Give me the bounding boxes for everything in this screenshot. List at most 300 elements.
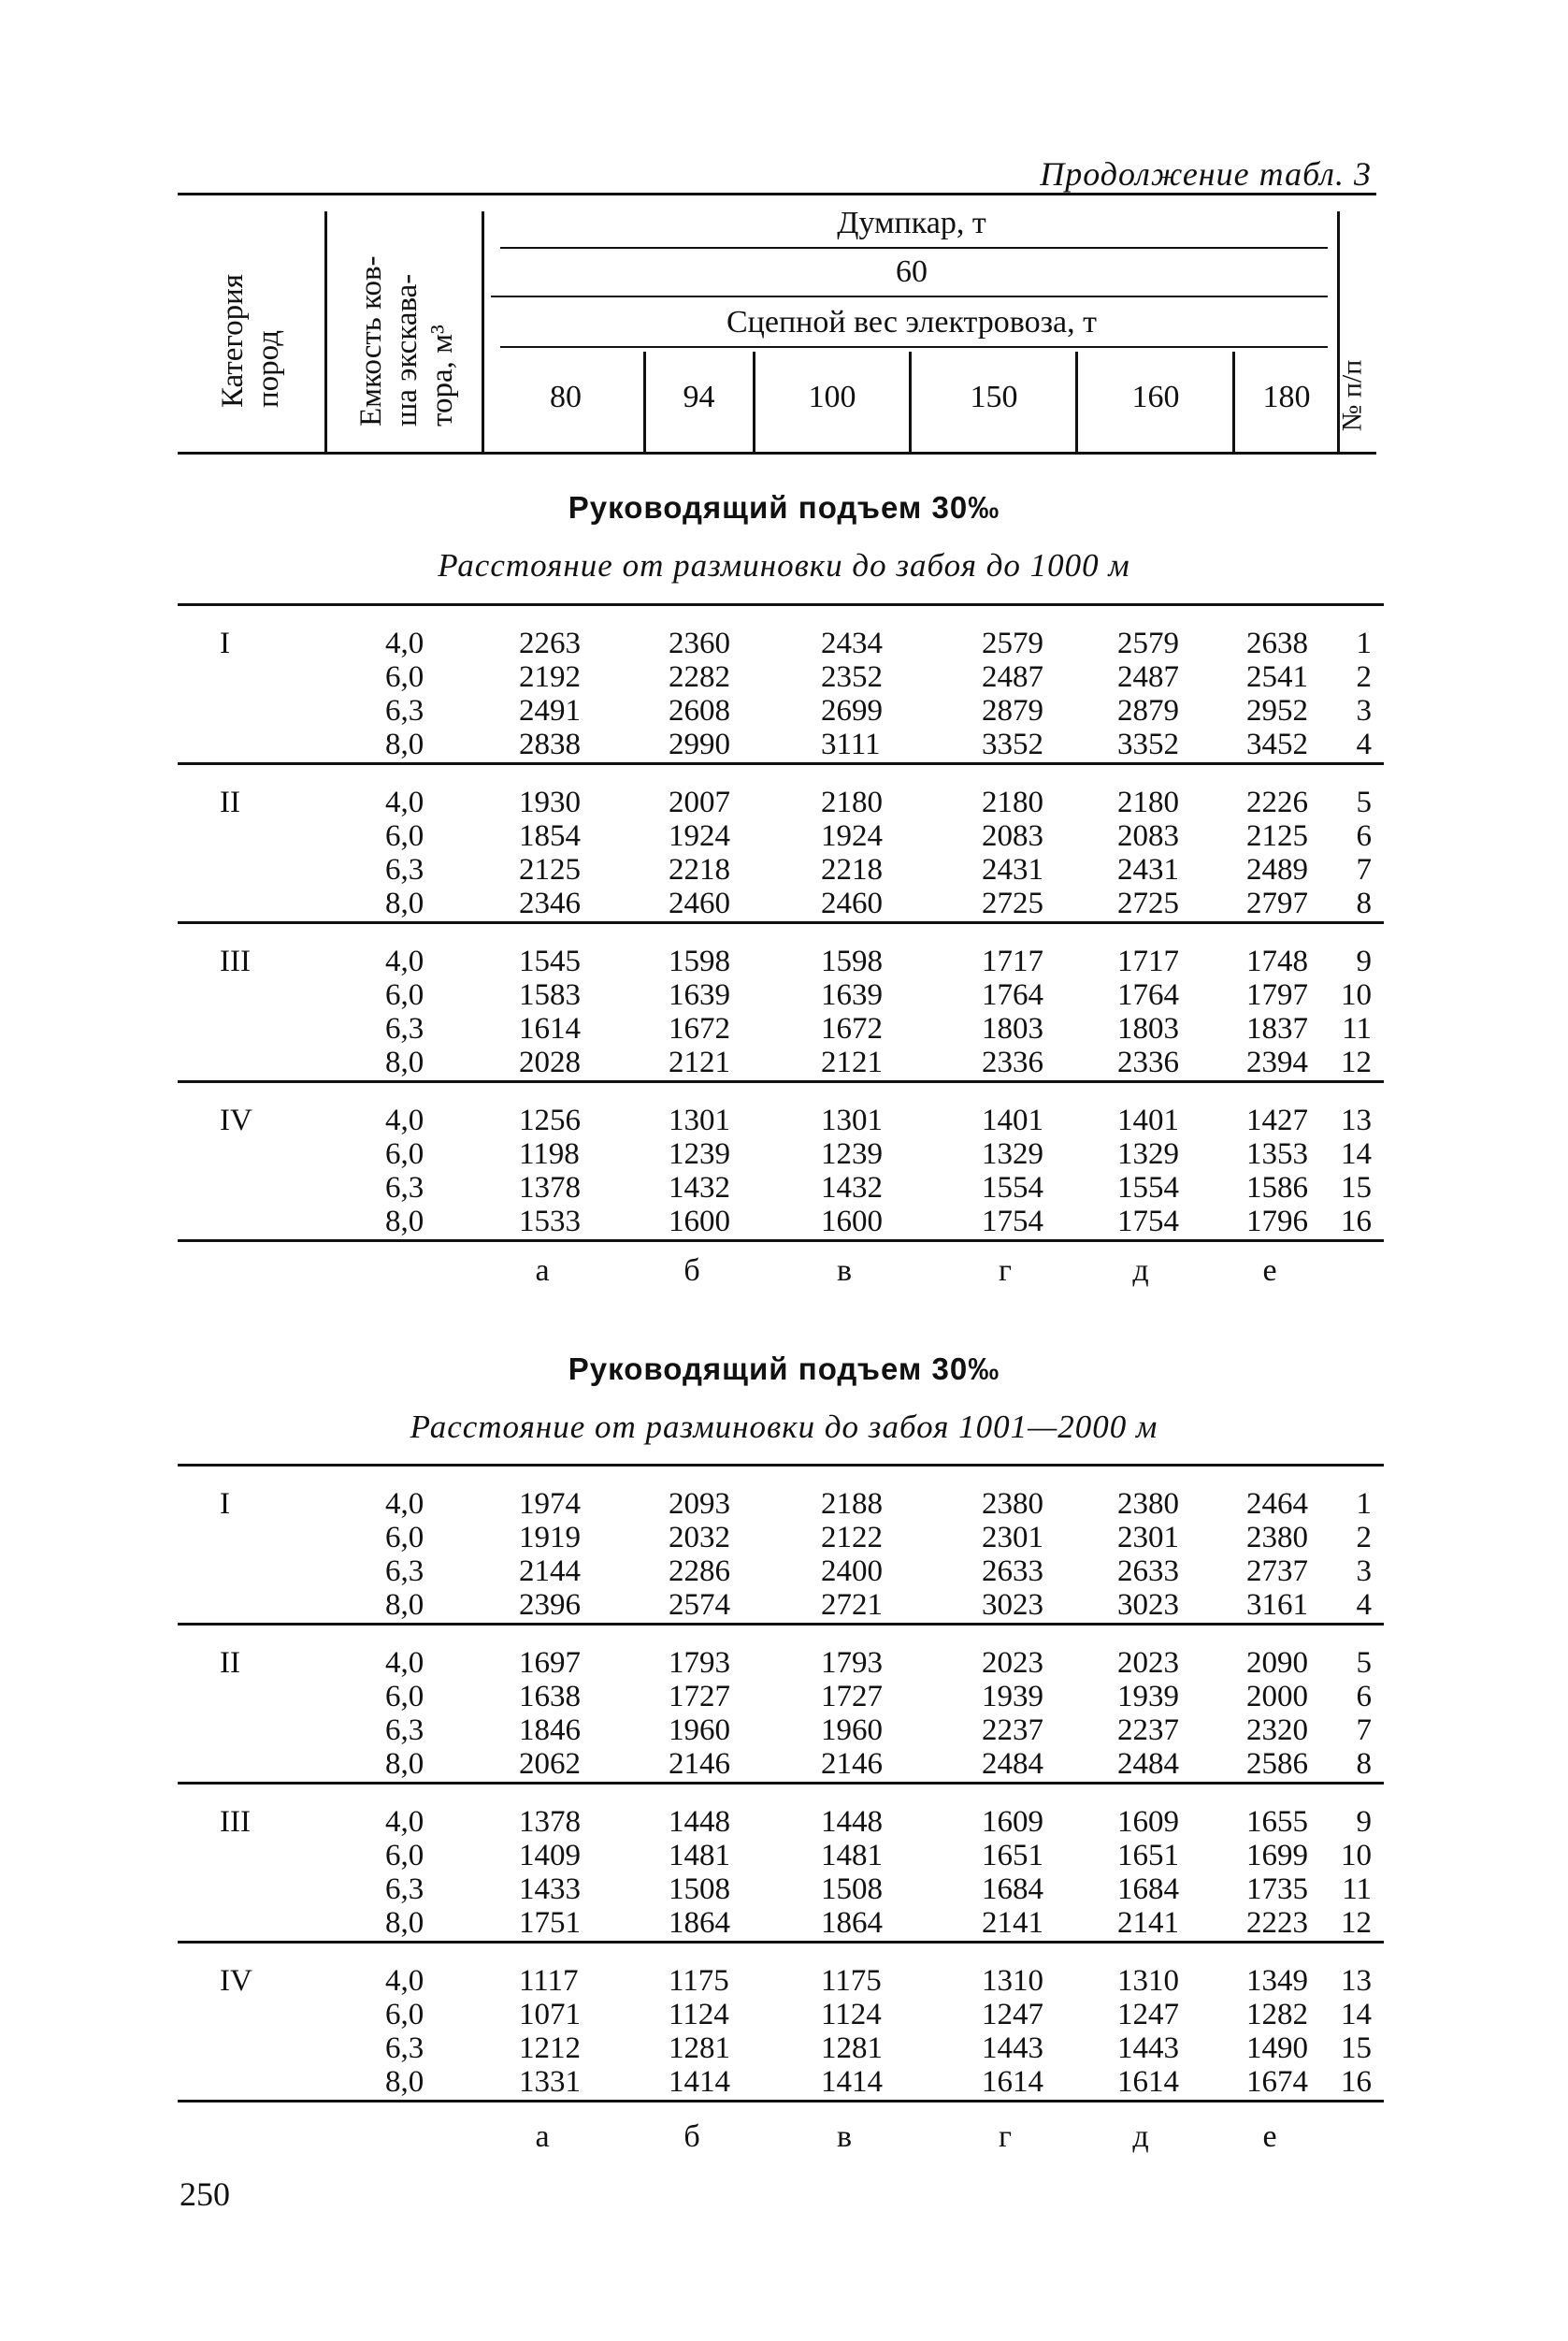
value-cell: 3352	[982, 728, 1043, 761]
value-cell: 1609	[982, 1805, 1043, 1839]
value-cell: 2218	[821, 853, 883, 887]
value-cell: 1329	[1117, 1137, 1179, 1171]
column-letter: а	[535, 2119, 550, 2154]
weight-divider	[1232, 352, 1235, 452]
value-cell: 1378	[519, 1805, 581, 1839]
bucket-capacity: 6,3	[385, 1872, 424, 1906]
table-row	[178, 1839, 1384, 1872]
value-cell: 1727	[821, 1680, 883, 1713]
value-cell: 2579	[1117, 627, 1179, 660]
value-cell: 1614	[1117, 2065, 1179, 2099]
value-cell: 2301	[982, 1521, 1043, 1554]
table-row	[178, 2065, 1384, 2099]
weight-80: 80	[550, 380, 582, 414]
value-cell: 2484	[1117, 1747, 1179, 1781]
group-rule	[178, 762, 1384, 765]
dumpcar-label: Думпкар, т	[837, 206, 986, 240]
value-cell: 1124	[821, 1998, 882, 2031]
value-cell: 1432	[821, 1171, 883, 1205]
bucket-capacity: 6,0	[385, 1521, 424, 1554]
bucket-capacity: 8,0	[385, 2065, 424, 2099]
value-cell: 1803	[1117, 1012, 1179, 1046]
value-cell: 1600	[821, 1205, 883, 1238]
weight-94: 94	[683, 380, 715, 414]
value-cell: 2007	[669, 786, 730, 819]
value-cell: 2226	[1246, 786, 1308, 819]
header-divider	[482, 211, 484, 452]
value-cell: 1748	[1246, 945, 1308, 978]
value-cell: 1764	[982, 978, 1043, 1012]
value-cell: 2380	[1246, 1521, 1308, 1554]
column-letter: д	[1132, 2119, 1149, 2154]
group-rule	[178, 1782, 1384, 1785]
value-cell: 2188	[821, 1487, 883, 1521]
column-letter: а	[535, 1253, 550, 1288]
rock-category: III	[220, 1805, 251, 1839]
row-number: 16	[1341, 2065, 1372, 2099]
value-cell: 1797	[1246, 978, 1308, 1012]
section-1-column-letters	[178, 1253, 1384, 1291]
value-cell: 1310	[1117, 1964, 1179, 1998]
value-cell: 2023	[1117, 1646, 1179, 1680]
row-number: 12	[1341, 1906, 1372, 1940]
row-number: 8	[1356, 1747, 1372, 1781]
header-rule	[500, 247, 1328, 249]
value-cell: 2360	[669, 627, 730, 660]
table-row	[178, 1906, 1384, 1940]
bucket-capacity: 6,3	[385, 1713, 424, 1747]
weight-100: 100	[808, 380, 856, 414]
value-cell: 1727	[669, 1680, 730, 1713]
table-row	[178, 694, 1384, 728]
value-cell: 1554	[982, 1171, 1043, 1205]
value-cell: 1247	[982, 1998, 1043, 2031]
table-row	[178, 1588, 1384, 1622]
section-2-column-letters	[178, 2119, 1384, 2157]
value-cell: 2400	[821, 1554, 883, 1588]
value-cell: 2125	[1246, 819, 1308, 853]
value-cell: 2180	[821, 786, 883, 819]
value-cell: 2083	[982, 819, 1043, 853]
value-cell: 1443	[1117, 2031, 1179, 2065]
value-cell: 2586	[1246, 1747, 1308, 1781]
value-cell: 1837	[1246, 1012, 1308, 1046]
table-row	[178, 819, 1384, 853]
category-header: Категория пород	[216, 274, 285, 408]
value-cell: 2263	[519, 627, 581, 660]
value-cell: 2434	[821, 627, 883, 660]
value-cell: 2352	[821, 660, 883, 694]
table-row	[178, 1171, 1384, 1205]
table-row	[178, 728, 1384, 761]
table-row	[178, 660, 1384, 694]
bucket-capacity: 8,0	[385, 728, 424, 761]
value-cell: 2431	[982, 853, 1043, 887]
bucket-capacity: 8,0	[385, 1747, 424, 1781]
row-number: 5	[1356, 1646, 1372, 1680]
bucket-capacity: 6,3	[385, 853, 424, 887]
row-number: 1	[1356, 1487, 1372, 1521]
bucket-capacity: 6,0	[385, 1680, 424, 1713]
table-row	[178, 1487, 1384, 1521]
table-row	[178, 1554, 1384, 1588]
value-cell: 1796	[1246, 1205, 1308, 1238]
value-cell: 2725	[982, 887, 1043, 920]
table-row	[178, 1012, 1384, 1046]
value-cell: 1754	[1117, 1205, 1179, 1238]
section-2-title: Руководящий подъем 30‰	[568, 1351, 1000, 1386]
value-cell: 3023	[1117, 1588, 1179, 1622]
value-cell: 1481	[669, 1839, 730, 1872]
value-cell: 1554	[1117, 1171, 1179, 1205]
row-number: 8	[1356, 887, 1372, 920]
value-cell: 1639	[821, 978, 883, 1012]
weight-180: 180	[1262, 380, 1311, 414]
value-cell: 2633	[982, 1554, 1043, 1588]
value-cell: 1672	[669, 1012, 730, 1046]
value-cell: 1401	[982, 1104, 1043, 1137]
value-cell: 1310	[982, 1964, 1043, 1998]
row-number: 3	[1356, 694, 1372, 728]
value-cell: 1490	[1246, 2031, 1308, 2065]
table-row	[178, 1205, 1384, 1238]
table-row	[178, 627, 1384, 660]
value-cell: 1960	[669, 1713, 730, 1747]
row-number: 13	[1341, 1104, 1372, 1137]
value-cell: 1651	[1117, 1839, 1179, 1872]
value-cell: 1239	[669, 1137, 730, 1171]
bucket-capacity: 4,0	[385, 1964, 424, 1998]
value-cell: 1609	[1117, 1805, 1179, 1839]
page-number: 250	[180, 2175, 230, 2213]
table-row	[178, 2031, 1384, 2065]
value-cell: 2121	[669, 1046, 730, 1079]
value-cell: 2180	[982, 786, 1043, 819]
bucket-capacity: 6,0	[385, 1998, 424, 2031]
value-cell: 1754	[982, 1205, 1043, 1238]
value-cell: 2797	[1246, 887, 1308, 920]
column-letter: е	[1262, 1253, 1277, 1288]
row-number: 2	[1356, 1521, 1372, 1554]
bucket-capacity: 4,0	[385, 1646, 424, 1680]
row-number: 10	[1341, 1839, 1372, 1872]
column-letter: в	[836, 2119, 853, 2154]
row-number: 11	[1342, 1012, 1372, 1046]
table-row	[178, 1046, 1384, 1079]
value-cell: 2460	[821, 887, 883, 920]
value-cell: 1481	[821, 1839, 883, 1872]
value-cell: 1651	[982, 1839, 1043, 1872]
value-cell: 2737	[1246, 1554, 1308, 1588]
value-cell: 2336	[982, 1046, 1043, 1079]
rock-category: II	[220, 786, 240, 819]
header-rule	[500, 346, 1328, 348]
continuation-caption: Продолжение табл. 3	[1040, 155, 1372, 193]
table-row	[178, 1805, 1384, 1839]
bucket-capacity: 4,0	[385, 1487, 424, 1521]
bucket-capacity: 4,0	[385, 786, 424, 819]
value-cell: 2301	[1117, 1521, 1179, 1554]
value-cell: 1401	[1117, 1104, 1179, 1137]
value-cell: 1919	[519, 1521, 581, 1554]
table-row	[178, 887, 1384, 920]
value-cell: 2146	[669, 1747, 730, 1781]
table-row	[178, 1713, 1384, 1747]
value-cell: 2394	[1246, 1046, 1308, 1079]
value-cell: 1198	[519, 1137, 580, 1171]
value-cell: 1598	[669, 945, 730, 978]
column-letter: б	[683, 2119, 700, 2154]
row-number: 14	[1341, 1137, 1372, 1171]
weight-divider	[643, 352, 646, 452]
value-cell: 1175	[821, 1964, 882, 1998]
section-1-table	[178, 603, 1384, 1239]
bucket-capacity: 6,0	[385, 1137, 424, 1171]
rock-category: IV	[220, 1104, 252, 1137]
value-cell: 2879	[1117, 694, 1179, 728]
table-row	[178, 1521, 1384, 1554]
value-cell: 1583	[519, 978, 581, 1012]
value-cell: 1239	[821, 1137, 883, 1171]
column-letter: д	[1132, 1253, 1149, 1288]
value-cell: 1331	[519, 2065, 581, 2099]
section-2-table	[178, 1464, 1384, 2109]
row-number: 15	[1341, 1171, 1372, 1205]
value-cell: 1614	[519, 1012, 581, 1046]
value-cell: 1803	[982, 1012, 1043, 1046]
value-cell: 2460	[669, 887, 730, 920]
bucket-capacity: 4,0	[385, 945, 424, 978]
rock-category: IV	[220, 1964, 252, 1998]
row-number: 15	[1341, 2031, 1372, 2065]
value-cell: 2237	[1117, 1713, 1179, 1747]
group-rule	[178, 1623, 1384, 1626]
value-cell: 1247	[1117, 1998, 1179, 2031]
value-cell: 2062	[519, 1747, 581, 1781]
value-cell: 1697	[519, 1646, 581, 1680]
row-number: 5	[1356, 786, 1372, 819]
rock-category: I	[220, 1487, 230, 1521]
row-number: 3	[1356, 1554, 1372, 1588]
value-cell: 2093	[669, 1487, 730, 1521]
column-letter: г	[999, 1253, 1012, 1288]
value-cell: 2484	[982, 1747, 1043, 1781]
table-row	[178, 786, 1384, 819]
column-letter: б	[683, 1253, 700, 1288]
value-cell: 1175	[669, 1964, 729, 1998]
value-cell: 2487	[982, 660, 1043, 694]
value-cell: 3023	[982, 1588, 1043, 1622]
value-cell: 2320	[1246, 1713, 1308, 1747]
value-cell: 1071	[519, 1998, 581, 2031]
value-cell: 1349	[1246, 1964, 1308, 1998]
value-cell: 1854	[519, 819, 581, 853]
table-row	[178, 1747, 1384, 1781]
row-number-header: № п/п	[1336, 359, 1368, 432]
row-number: 13	[1341, 1964, 1372, 1998]
value-cell: 2489	[1246, 853, 1308, 887]
value-cell: 2218	[669, 853, 730, 887]
row-number: 12	[1341, 1046, 1372, 1079]
bucket-capacity: 6,3	[385, 1554, 424, 1588]
bucket-capacity: 6,0	[385, 1839, 424, 1872]
value-cell: 1432	[669, 1171, 730, 1205]
value-cell: 1282	[1246, 1998, 1308, 2031]
value-cell: 1939	[982, 1680, 1043, 1713]
value-cell: 2180	[1117, 786, 1179, 819]
column-letter: в	[836, 1253, 853, 1288]
value-cell: 2028	[519, 1046, 581, 1079]
value-cell: 1443	[982, 2031, 1043, 2065]
value-cell: 2879	[982, 694, 1043, 728]
value-cell: 1124	[669, 1998, 729, 2031]
group-rule	[178, 921, 1384, 924]
column-letter: е	[1262, 2119, 1277, 2154]
value-cell: 1974	[519, 1487, 581, 1521]
value-cell: 1638	[519, 1680, 581, 1713]
bucket-capacity: 4,0	[385, 1104, 424, 1137]
value-cell: 2122	[821, 1521, 883, 1554]
value-cell: 1448	[821, 1805, 883, 1839]
row-number: 4	[1356, 728, 1372, 761]
value-cell: 2721	[821, 1588, 883, 1622]
bucket-capacity: 6,3	[385, 1012, 424, 1046]
header-bottom-rule	[178, 452, 1376, 455]
value-cell: 1433	[519, 1872, 581, 1906]
value-cell: 3161	[1246, 1588, 1308, 1622]
value-cell: 1793	[821, 1646, 883, 1680]
value-cell: 2121	[821, 1046, 883, 1079]
section-2-subtitle: Расстояние от разминовки до забоя 1001—2000 м	[410, 1409, 1158, 1445]
value-cell: 2464	[1246, 1487, 1308, 1521]
row-number: 9	[1356, 1805, 1372, 1839]
value-cell: 1924	[669, 819, 730, 853]
table-row	[178, 1964, 1384, 1998]
section-1-title: Руководящий подъем 30‰	[568, 490, 1000, 525]
value-cell: 2396	[519, 1588, 581, 1622]
table-row	[178, 1137, 1384, 1171]
row-number: 10	[1341, 978, 1372, 1012]
value-cell: 3111	[821, 728, 881, 761]
table-row	[178, 1680, 1384, 1713]
value-cell: 2346	[519, 887, 581, 920]
bucket-capacity: 6,3	[385, 694, 424, 728]
value-cell: 1684	[982, 1872, 1043, 1906]
table-row	[178, 978, 1384, 1012]
bucket-capacity: 4,0	[385, 627, 424, 660]
row-number: 7	[1356, 1713, 1372, 1747]
value-cell: 2336	[1117, 1046, 1179, 1079]
value-cell: 1699	[1246, 1839, 1308, 1872]
capacity-header: Емкость ков- ша экскава- тора, м³	[354, 255, 459, 426]
value-cell: 2638	[1246, 627, 1308, 660]
value-cell: 1598	[821, 945, 883, 978]
row-number: 11	[1342, 1872, 1372, 1906]
bucket-capacity: 8,0	[385, 1906, 424, 1940]
value-cell: 1212	[519, 2031, 581, 2065]
value-cell: 1864	[669, 1906, 730, 1940]
value-cell: 2380	[982, 1487, 1043, 1521]
table-header	[178, 193, 1376, 455]
value-cell: 1508	[669, 1872, 730, 1906]
group-rule	[178, 1239, 1384, 1242]
value-cell: 1508	[821, 1872, 883, 1906]
value-cell: 1301	[821, 1104, 883, 1137]
weight-150: 150	[970, 380, 1018, 414]
bucket-capacity: 8,0	[385, 1046, 424, 1079]
value-cell: 2000	[1246, 1680, 1308, 1713]
value-cell: 1655	[1246, 1805, 1308, 1839]
table-row	[178, 1872, 1384, 1906]
value-cell: 2023	[982, 1646, 1043, 1680]
row-number: 4	[1356, 1588, 1372, 1622]
row-number: 9	[1356, 945, 1372, 978]
value-cell: 2282	[669, 660, 730, 694]
value-cell: 1793	[669, 1646, 730, 1680]
bucket-capacity: 6,3	[385, 2031, 424, 2065]
value-cell: 1353	[1246, 1137, 1308, 1171]
value-cell: 1735	[1246, 1872, 1308, 1906]
value-cell: 2141	[982, 1906, 1043, 1940]
value-cell: 2286	[669, 1554, 730, 1588]
header-rule	[491, 296, 1328, 297]
table-rule	[178, 1464, 1384, 1467]
row-number: 6	[1356, 1680, 1372, 1713]
weight-divider	[753, 352, 755, 452]
value-cell: 2838	[519, 728, 581, 761]
table-row	[178, 853, 1384, 887]
bucket-capacity: 6,0	[385, 819, 424, 853]
bucket-capacity: 8,0	[385, 1205, 424, 1238]
column-letter: г	[999, 2119, 1012, 2154]
value-cell: 2192	[519, 660, 581, 694]
row-number: 7	[1356, 853, 1372, 887]
value-cell: 1674	[1246, 2065, 1308, 2099]
value-cell: 1378	[519, 1171, 581, 1205]
value-cell: 1427	[1246, 1104, 1308, 1137]
value-cell: 1414	[821, 2065, 883, 2099]
value-cell: 2146	[821, 1747, 883, 1781]
value-cell: 3352	[1117, 728, 1179, 761]
dumpcar-value: 60	[896, 254, 928, 289]
value-cell: 1639	[669, 978, 730, 1012]
value-cell: 2144	[519, 1554, 581, 1588]
header-divider	[324, 211, 327, 452]
rock-category: I	[220, 627, 230, 660]
value-cell: 2223	[1246, 1906, 1308, 1940]
value-cell: 1409	[519, 1839, 581, 1872]
bucket-capacity: 8,0	[385, 887, 424, 920]
value-cell: 1864	[821, 1906, 883, 1940]
value-cell: 1924	[821, 819, 883, 853]
rock-category: III	[220, 945, 251, 978]
table-row	[178, 1646, 1384, 1680]
value-cell: 2633	[1117, 1554, 1179, 1588]
value-cell: 1614	[982, 2065, 1043, 2099]
group-rule	[178, 1080, 1384, 1083]
value-cell: 1256	[519, 1104, 581, 1137]
value-cell: 1414	[669, 2065, 730, 2099]
value-cell: 2952	[1246, 694, 1308, 728]
group-rule	[178, 1941, 1384, 1944]
value-cell: 1533	[519, 1205, 581, 1238]
value-cell: 2141	[1117, 1906, 1179, 1940]
value-cell: 1764	[1117, 978, 1179, 1012]
value-cell: 1448	[669, 1805, 730, 1839]
value-cell: 1717	[982, 945, 1043, 978]
value-cell: 2990	[669, 728, 730, 761]
value-cell: 1960	[821, 1713, 883, 1747]
